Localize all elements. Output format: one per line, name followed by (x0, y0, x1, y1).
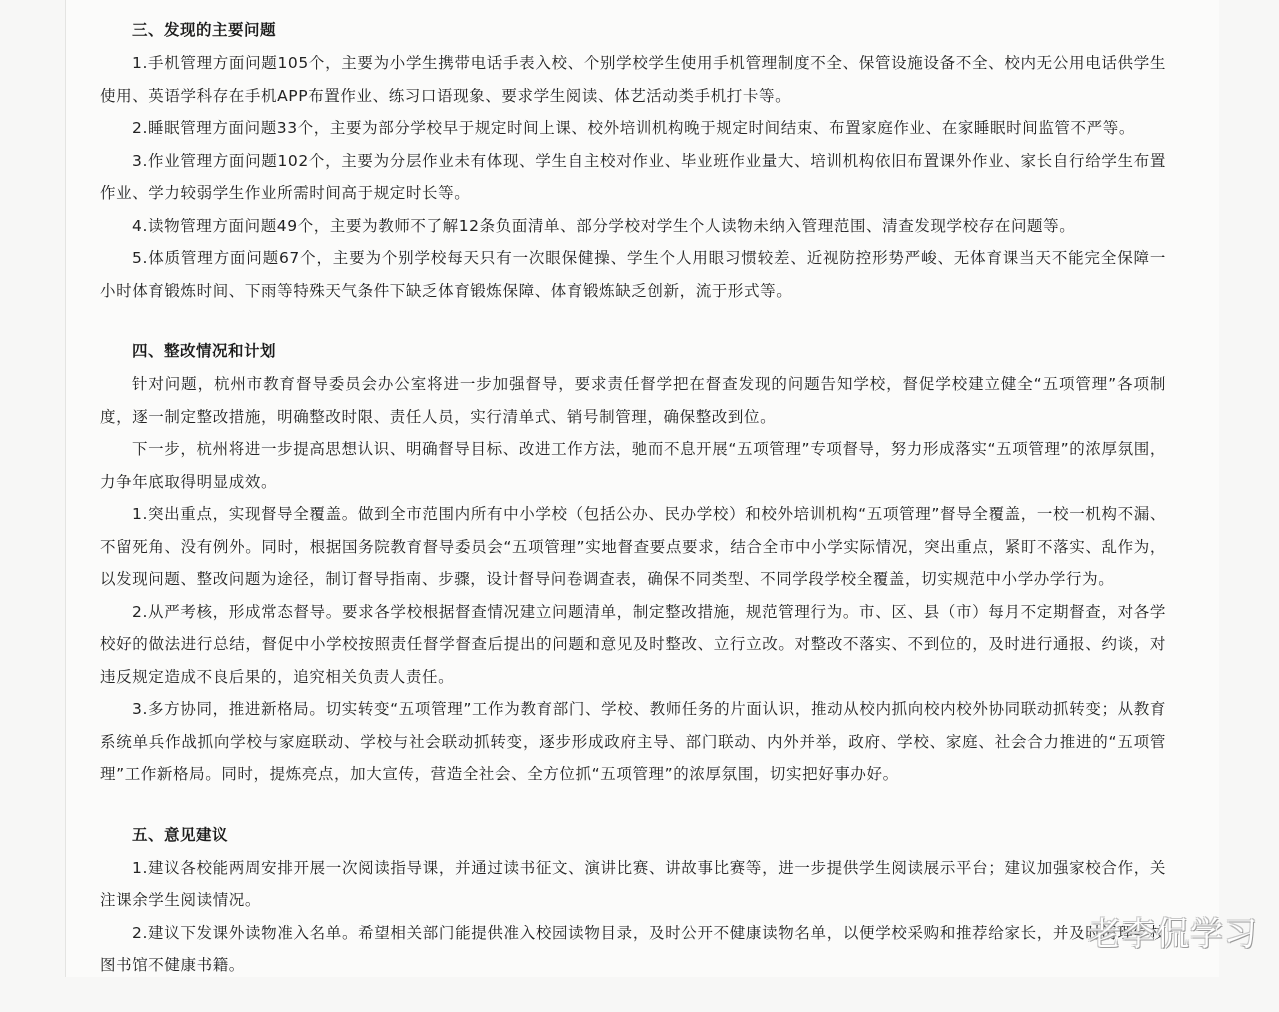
watermark-text: 老李侃学习 (1088, 914, 1258, 953)
section-main-problems (100, 16, 1166, 307)
section-heading: 四、整改情况和计划 (132, 342, 277, 360)
paragraph-physique-management: 5.体质管理方面问题67个，主要为个别学校每天只有一次眼保健操、学生个人用眼习惯较差、近视防控形势严峻、无体育课当天不能完全保障一小时体育锻炼时间、下雨等特殊天气条件下缺乏体育锻炼保障、体育锻炼缺乏创新，流于形式等。 (100, 249, 1166, 300)
section-heading: 三、发现的主要问题 (132, 21, 277, 39)
paragraph-full-coverage: 1.突出重点，实现督导全覆盖。做到全市范围内所有中小学校（包括公办、民办学校）和校外培训机构“五项管理”督导全覆盖，一校一机构不漏、不留死角、没有例外。同时，根据国务院教育督导委员会“五项管理”实地督查要点要求，结合全市中小学实际情况，突出重点，紧盯不落实、乱作为，以发现问题、整改问题为途径，制订督导指南、步骤，设计督导问卷调查表，确保不同类型、不同学段学校全覆盖，切实规范中小学办学行为。 (100, 505, 1166, 588)
paragraph-strict-assessment: 2.从严考核，形成常态督导。要求各学校根据督查情况建立问题清单，制定整改措施，规范管理行为。市、区、县（市）每月不定期督查，对各学校好的做法进行总结，督促中小学校按照责任督学督查后提出的问题和意见及时整改、立行立改。对整改不落实、不到位的，及时进行通报、约谈，对违反规定造成不良后果的，追究相关负责人责任。 (100, 602, 1166, 686)
document-page (66, 0, 1219, 977)
paragraph-reading-list: 2.建议下发课外读物准入名单。希望相关部门能提供准入校园读物目录，及时公开不健康读物名单，以便学校采购和推荐给家长，并及时清理学校图书馆不健康书籍。 (100, 923, 1166, 974)
paragraph-next-step: 下一步，杭州将进一步提高思想认识、明确督导目标、改进工作方法，驰而不息开展“五项管理”专项督导，努力形成落实“五项管理”的浓厚氛围，力争年底取得明显成效。 (100, 440, 1166, 491)
section-rectification-plan (100, 337, 1166, 791)
section-suggestions (100, 821, 1166, 982)
paragraph-reading-management: 4.读物管理方面问题49个，主要为教师不了解12条负面清单、部分学校对学生个人读物未纳入管理范围、清查发现学校存在问题等。 (132, 216, 1076, 235)
section-heading: 五、意见建议 (132, 825, 229, 844)
paragraph-reading-guidance: 1.建议各校能两周安排开展一次阅读指导课，并通过读书征文、演讲比赛、讲故事比赛等，进一步提供学生阅读展示平台；建议加强家校合作，关注课余学生阅读情况。 (100, 858, 1166, 909)
paragraph-collaboration: 3.多方协同，推进新格局。切实转变“五项管理”工作为教育部门、学校、教师任务的片面认识，推动从校内抓向校内校外协同联动抓转变；从教育系统单兵作战抓向学校与家庭联动、学校与社会联动抓转变，逐步形成政府主导、部门联动、内外并举，政府、学校、家庭、社会合力推进的“五项管理”工作新格局。同时，提炼亮点，加大宣传，营造全社会、全方位抓“五项管理”的浓厚氛围，切实把好事办好。 (100, 700, 1166, 783)
paragraph-phone-management: 1.手机管理方面问题105个，主要为小学生携带电话手表入校、个别学校学生使用手机管理制度不全、保管设施设备不全、校内无公用电话供学生使用、英语学科存在手机APP布置作业、练习口语现象、要求学生阅读、体艺活动类手机打卡等。 (100, 54, 1166, 105)
paragraph-sleep-management: 2.睡眠管理方面问题33个，主要为部分学校早于规定时间上课、校外培训机构晚于规定时间结束、布置家庭作业、在家睡眠时间监管不严等。 (132, 119, 1135, 137)
paragraph-homework-management: 3.作业管理方面问题102个，主要为分层作业未有体现、学生自主校对作业、毕业班作业量大、培训机构依旧布置课外作业、家长自行给学生布置作业、学力较弱学生作业所需时间高于规定时长等。 (100, 151, 1166, 202)
paragraph-intro: 针对问题，杭州市教育督导委员会办公室将进一步加强督导，要求责任督学把在督查发现的问题告知学校，督促学校建立健全“五项管理”各项制度，逐一制定整改措施，明确整改时限、责任人员，实行清单式、销号制管理，确保整改到位。 (100, 375, 1166, 426)
document-content (100, 16, 1166, 1012)
